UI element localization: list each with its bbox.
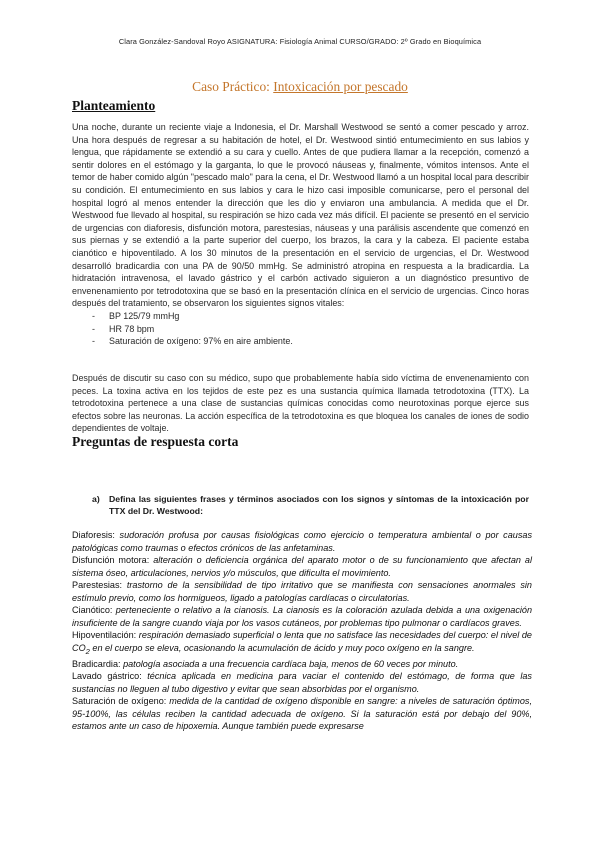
question-number: a) [92,494,100,504]
definition-text: respiración demasiado superficial o lenta que no satisface las necesidades del cuerpo: el nivel de CO [72,630,532,653]
document-title [0,79,600,95]
definition-item [72,604,532,629]
case-paragraph: Después de discutir su caso con su médico, supo que probablemente había sido víctima de envenenamiento con peces. La toxina activa en los tejidos de este pez es una sustancia química llamada tetrodotoxina (TTX). La tetrodotoxina pertenece a una clase de sustancias químicas conocidas como neurotoxinas porque ejerce sus efectos sobre las neuronas. La acción específica de la tetrodotoxina es que bloquea los canales de iones de sodio dependientes de voltaje. [72,373,529,434]
definition-text: alteración o deficiencia orgánica del aparato motor o de su funcionamiento que afectan al sistema óseo, articulaciones, nervios y/o músculos, que dificulta el movimiento. [72,555,532,578]
definition-item [72,670,532,695]
title-topic: Intoxicación por pescado [273,79,408,94]
definition-text: en el cuerpo se eleva, ocasionando la acumulación de ácido y muy poco oxígeno en la sangre. [89,642,475,653]
section-heading-preguntas: Preguntas de respuesta corta [72,434,239,449]
case-description [72,121,529,348]
definition-term: Saturación de oxígeno: [72,696,170,707]
page-header: Clara González-Sandoval Royo ASIGNATURA: Fisiología Animal CURSO/GRADO: 2º Grado en Bioquímica [118,37,482,46]
definitions-list [72,529,532,733]
definition-item [72,529,532,554]
title-prefix: Caso Práctico: [192,79,274,94]
case-paragraph: Una noche, durante un reciente viaje a Indonesia, el Dr. Marshall Westwood se sentó a comer pescado y arroz. Una hora después de regresar a su habitación de hotel, el Dr. Westwood sintió entumecimiento en sus labios y lengua, que rápidamente se extendió a su cara y cuello. Antes de que pudiera llamar a la recepción, comenzó a sentir dolores en el estómago y la garganta, lo que le provocó náuseas y, finalmente, vómitos intensos. Ante el temor de haber comido algún "pescado malo" para la cena, el Dr. Westwood llamó a un hospital local para describir su condición. El entumecimiento en sus labios y cara le hizo casi imposible comunicarse, pero el personal del hospital logró al menos entender la dirección que les dio y enviaron una ambulancia. A medida que el Dr. Westwood fue llevado al hospital, su respiración se hizo cada vez más difícil. El paciente se presentó en el servicio de urgencias con diaforesis, disfunción motora, parestesias, náuseas y una parálisis ascendente que comenzó en sus piernas y se extendió a la parte superior del cuerpo, los brazos, la cara y la cabeza. El paciente estaba cianótico e hipoventilado. A los 30 minutos de la presentación en el servicio de urgencias, el Dr. Westwood desarrolló bradicardia con una PA de 90/50 mmHg. Se administró atropina en respuesta a la bradicardia. La hidratación intravenosa, el lavado gástrico y el carbón activado siguieron a un diagnóstico presuntivo de envenenamiento por tetrodotoxina que se basó en la presentación clínica en el servicio de urgencias. Cinco horas después del tratamiento, se observaron los siguientes signos vitales: [72,122,529,309]
section-heading-planteamiento: Planteamiento [72,98,156,113]
definition-term: Lavado gástrico: [72,671,148,682]
definition-subscript: 2 [85,646,90,656]
definition-text: sudoración profusa por causas fisiológicas como ejercicio o temperatura ambiental o por causas patológicas como traumas o efectos crónicos de las anfetaminas. [72,530,532,553]
definition-item [72,695,532,733]
question-text: Defina las siguientes frases y términos asociados con los signos y síntomas de la intoxicación por TTX del Dr. Westwood: [109,494,529,517]
vital-sign-item: - Saturación de oxígeno: 97% en aire ambiente. [92,335,529,348]
definition-text: trastorno de la sensibilidad de tipo irritativo que se manifiesta con sensaciones anormales sin estímulo previo, como los hormigueos, ligado a patologías cardíacas o circulatorias. [72,580,532,603]
definition-term: Hipoventilación: [72,630,139,640]
definition-term: Cianótico: [72,605,116,615]
vital-signs-list [72,310,529,348]
definition-term: Disfunción motora: [72,555,154,565]
definition-item [72,629,532,658]
definition-item [72,554,532,579]
definition-term: Bradicardia: [72,658,124,669]
case-conclusion [72,372,529,435]
definition-text: medida de la cantidad de oxígeno disponible en sangre: a niveles de saturación óptimos, 95-100%, las células reciben la cantidad adecuada de oxígeno. Si la saturación está por debajo del 90%, estamos ante un caso de hipoxemia. Aunque también puede expresarse [72,696,532,732]
definition-text: perteneciente o relativo a la cianosis. La cianosis es la coloración azulada debida a una oxigenación insuficiente de la sangre cuando viaja por los vasos cutáneos, por problemas tipo pulmonar o cardíacos graves. [72,605,532,628]
question-a [92,493,529,518]
vital-sign-item: - BP 125/79 mmHg [92,310,529,323]
definition-text: patología asociada a una frecuencia cardíaca baja, menos de 60 veces por minuto. [123,658,459,669]
definition-text: técnica aplicada en medicina para vaciar el contenido del estómago, de forma que las sustancias no lleguen al tubo digestivo y evitar que sean absorbidas por el organismo. [72,671,532,694]
vital-sign-item: - HR 78 bpm [92,323,529,336]
definition-term: Parestesias: [72,580,127,590]
definition-term: Diaforesis: [72,530,120,540]
definition-item [72,658,532,671]
definition-item [72,579,532,604]
